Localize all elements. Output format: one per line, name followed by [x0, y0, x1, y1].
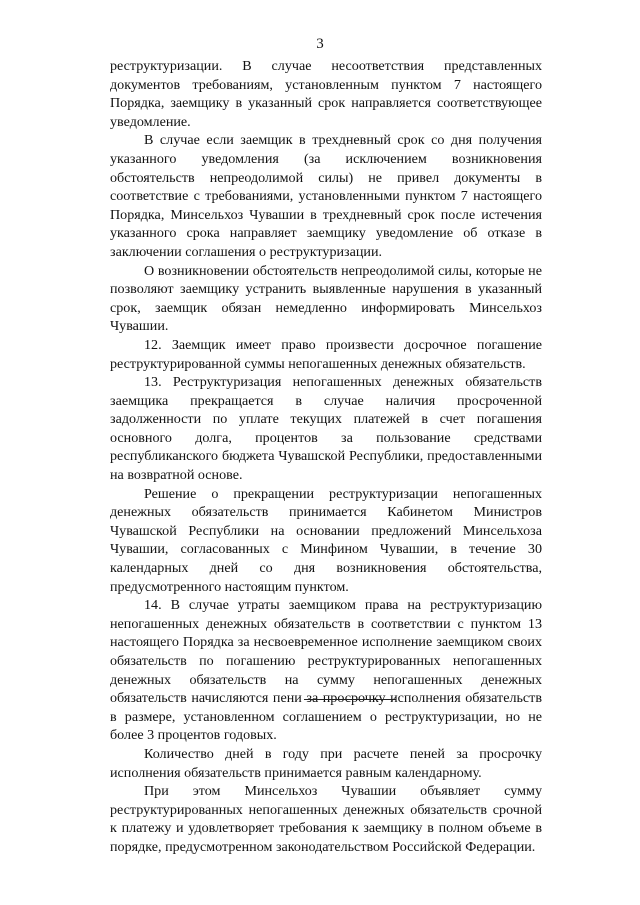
- end-divider-line: [304, 699, 396, 700]
- page-number: 3: [316, 36, 324, 52]
- document-body: [110, 57, 542, 857]
- paragraph-item-12: 12. Заемщик имеет право произвести досрочное погашение реструктурированной суммы непогашенных денежных обязательств.: [110, 336, 542, 372]
- paragraph-termination-decision: Решение о прекращении реструктуризации непогашенных денежных обязательств принимается Кабинетом Министров Чувашской Республики на основании предложений Минсельхоза Чувашии, согласованных с Минфином Чувашии, в течение 30 календарных дней со дня возникновения обстоятельства, предусмотренного настоящим пунктом.: [110, 485, 542, 595]
- paragraph-notice-deadline: В случае если заемщик в трехдневный срок со дня получения указанного уведомления (за исключением возникновения обстоятельств непреодолимой силы) не привел документы в соответствие с требованиями, установленными пунктом 7 настоящего Порядка, Минсельхоз Чувашии в трехдневный срок после истечения указанного срока направляет заемщику уведомление об отказе в заключении соглашения о реструктуризации.: [110, 132, 542, 260]
- paragraph-item-13: 13. Реструктуризация непогашенных денежных обязательств заемщика прекращается в случае наличия просроченной задолженности по уплате текущих платежей в счет погашения основного долга, процентов за пользование средствами республиканского бюджета Чувашской Республики, предоставленными на возвратной основе.: [110, 374, 542, 484]
- paragraph-continuation: реструктуризации. В случае несоответствия представленных документов требованиям, установленным пунктом 7 настоящего Порядка, заемщику в указанный срок направляется соответствующее уведомление.: [110, 58, 542, 130]
- paragraph-item-14: 14. В случае утраты заемщиком права на реструктуризацию непогашенных денежных обязательств в соответствии с пунктом 13 настоящего Порядка за несвоевременное исполнение заемщиком своих обязательств по погашению реструктурированных непогашенных денежных обязательств на сумму непогашенных денежных обязательств начисляются пени за просрочку исполнения обязательств в размере, установленном соглашением о реструктуризации, но не более 3 процентов годовых.: [110, 597, 542, 744]
- paragraph-days-count: Количество дней в году при расчете пеней за просрочку исполнения обязательств принимается равным календарному.: [110, 745, 542, 781]
- paragraph-force-majeure: О возникновении обстоятельств непреодолимой силы, которые не позволяют заемщику устранить выявленные нарушения в указанный срок, заемщик обязан немедленно информировать Минсельхоз Чувашии.: [110, 262, 542, 335]
- paragraph-final: При этом Минсельхоз Чувашии объявляет сумму реструктурированных непогашенных денежных обязательств срочной к платежу и удовлетворяет требования к заемщику в полном объеме в порядке, предусмотренном законодательством Российской Федерации.: [110, 783, 542, 855]
